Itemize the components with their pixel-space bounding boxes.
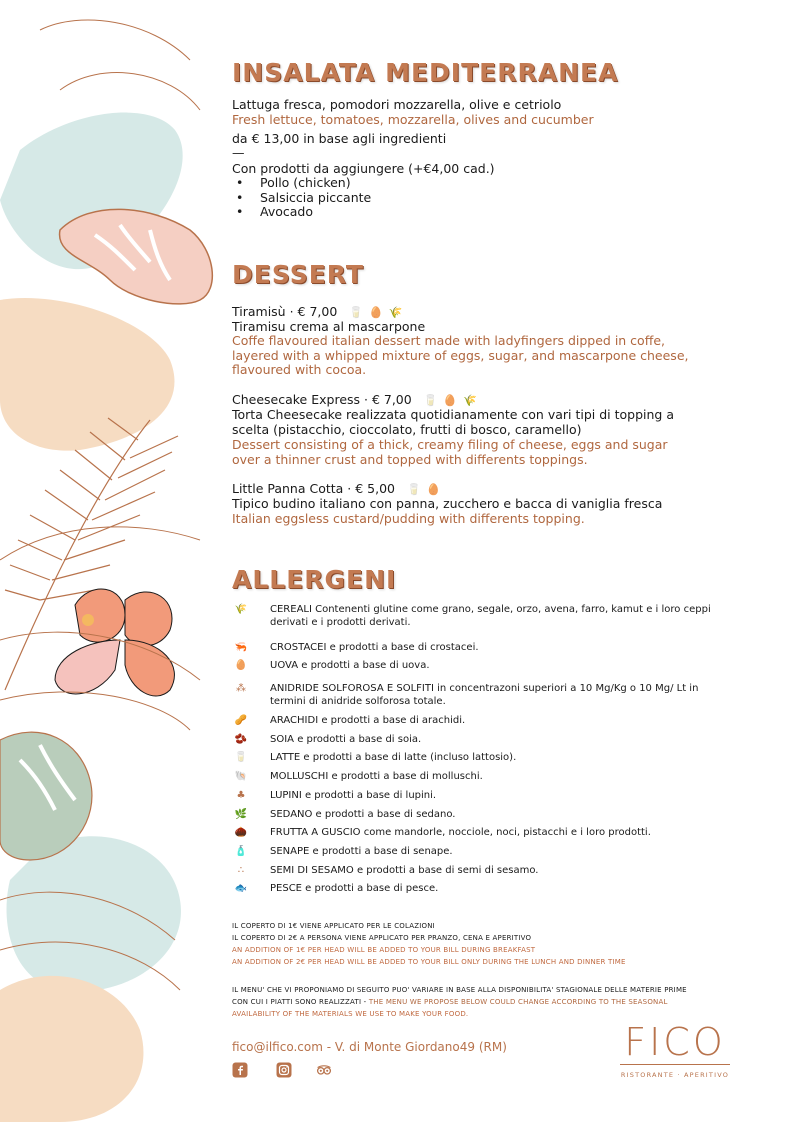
logo-subtitle: RISTORANTE · APERITIVO [620,1071,730,1079]
salad-price: da € 13,00 in base agli ingredienti [232,131,447,146]
shell-icon: 🐚 [234,771,248,782]
dessert-title: DESSERT [232,260,364,289]
dessert-item-en: flavoured with cocoa. [232,362,367,377]
list-item: • Avocado [232,205,371,220]
logo-divider [620,1064,730,1065]
menu-note-en: AVAILABILITY OF THE MATERIALS WE USE TO MAKE YOUR FOOD. [232,1010,469,1018]
dessert-item-it: Tiramisu crema al mascarpone [232,319,426,334]
logo-name: FICO [624,1020,726,1064]
salad-description-en: Fresh lettuce, tomatoes, mozzarella, olives and cucumber [232,112,594,127]
addons-list [232,176,371,220]
dessert-item-en: over a thinner crust and topped with differents toppings. [232,452,588,467]
lupin-icon: ♣ [236,790,246,801]
molecule-icon: ⁂ [236,683,246,694]
wheat-icon: 🌾 [234,604,248,615]
dessert-item-name: Cheesecake Express · € 7,00 🥛🥚🌾 [232,392,483,407]
list-item: • Pollo (chicken) [232,176,371,191]
nut-icon: 🌰 [234,827,248,838]
allergen-icons: 🥛🥚🌾 [349,306,409,319]
shrimp-icon: 🦐 [234,642,248,653]
tripadvisor-icon[interactable] [316,1062,332,1078]
egg-icon: 🥚 [234,660,248,671]
addons-title: Con prodotti da aggiungere (+€4,00 cad.) [232,161,495,176]
peanut-icon: 🥜 [234,715,248,726]
allergen-icons: 🥛🥚🌾 [423,394,483,407]
sesame-icon: ∴ [237,865,245,876]
cover-note-en: AN ADDITION OF 1€ PER HEAD WILL BE ADDED TO YOUR BILL DURING BREAKFAST [232,946,536,954]
dessert-item-it: Torta Cheesecake realizzata quotidianamente con vari tipi di topping a [232,407,674,422]
contact-info: fico@ilfico.com - V. di Monte Giordano49 (RM) [232,1040,507,1054]
salad-description-it: Lattuga fresca, pomodori mozzarella, olive e cetriolo [232,97,562,112]
salad-title: INSALATA MEDITERRANEA [232,58,619,87]
milk-icon: 🥛 [234,752,248,763]
botanical-illustration [0,0,250,1122]
allergens-title: ALLERGENI [232,565,397,594]
dessert-item-name: Tiramisù · € 7,00 🥛🥚🌾 [232,304,409,319]
instagram-icon[interactable] [276,1062,292,1078]
list-item: • Salsiccia piccante [232,191,371,206]
fish-icon: 🐟 [234,883,248,894]
dessert-item-en: Italian eggsless custard/pudding with differents topping. [232,511,585,526]
cover-note-en: AN ADDITION OF 2€ PER HEAD WILL BE ADDED TO YOUR BILL ONLY DURING THE LUNCH AND DINNER TIME [232,958,626,966]
soy-icon: 🫘 [234,734,248,745]
dessert-item-en: Dessert consisting of a thick, creamy filing of cheese, eggs and sugar [232,437,668,452]
dessert-item-it: Tipico budino italiano con panna, zucchero e bacca di vaniglia fresca [232,496,663,511]
menu-note-mixed: CON CUI I PIATTI SONO REALIZZATI - THE MENU WE PROPOSE BELOW COULD CHANGE ACCORDING TO THE SEASONAL [232,998,668,1006]
dessert-item-it: scelta (pistacchio, cioccolato, frutti di bosco, caramello) [232,422,582,437]
celery-icon: 🌿 [234,809,248,820]
dessert-item-en: layered with a whipped mixture of eggs, sugar, and mascarpone cheese, [232,348,689,363]
facebook-icon[interactable] [232,1062,248,1078]
menu-note-it: IL MENU' CHE VI PROPONIAMO DI SEGUITO PUO' VARIARE IN BASE ALLA DISPONIBILITA' STAGIONALE DELLE MATERIE PRIME [232,986,687,994]
divider-dash: — [232,145,245,160]
cover-note-it: IL COPERTO DI 1€ VIENE APPLICATO PER LE COLAZIONI [232,922,435,930]
dessert-item-en: Coffe flavoured italian dessert made with ladyfingers dipped in coffe, [232,333,665,348]
mustard-icon: 🧴 [234,846,248,857]
fico-logo [620,1022,730,1079]
cover-note-it: IL COPERTO DI 2€ A PERSONA VIENE APPLICATO PER PRANZO, CENA E APERITIVO [232,934,532,942]
allergen-icons: 🥛🥚 [407,483,447,496]
dessert-item-name: Little Panna Cotta · € 5,00 🥛🥚 [232,481,447,496]
